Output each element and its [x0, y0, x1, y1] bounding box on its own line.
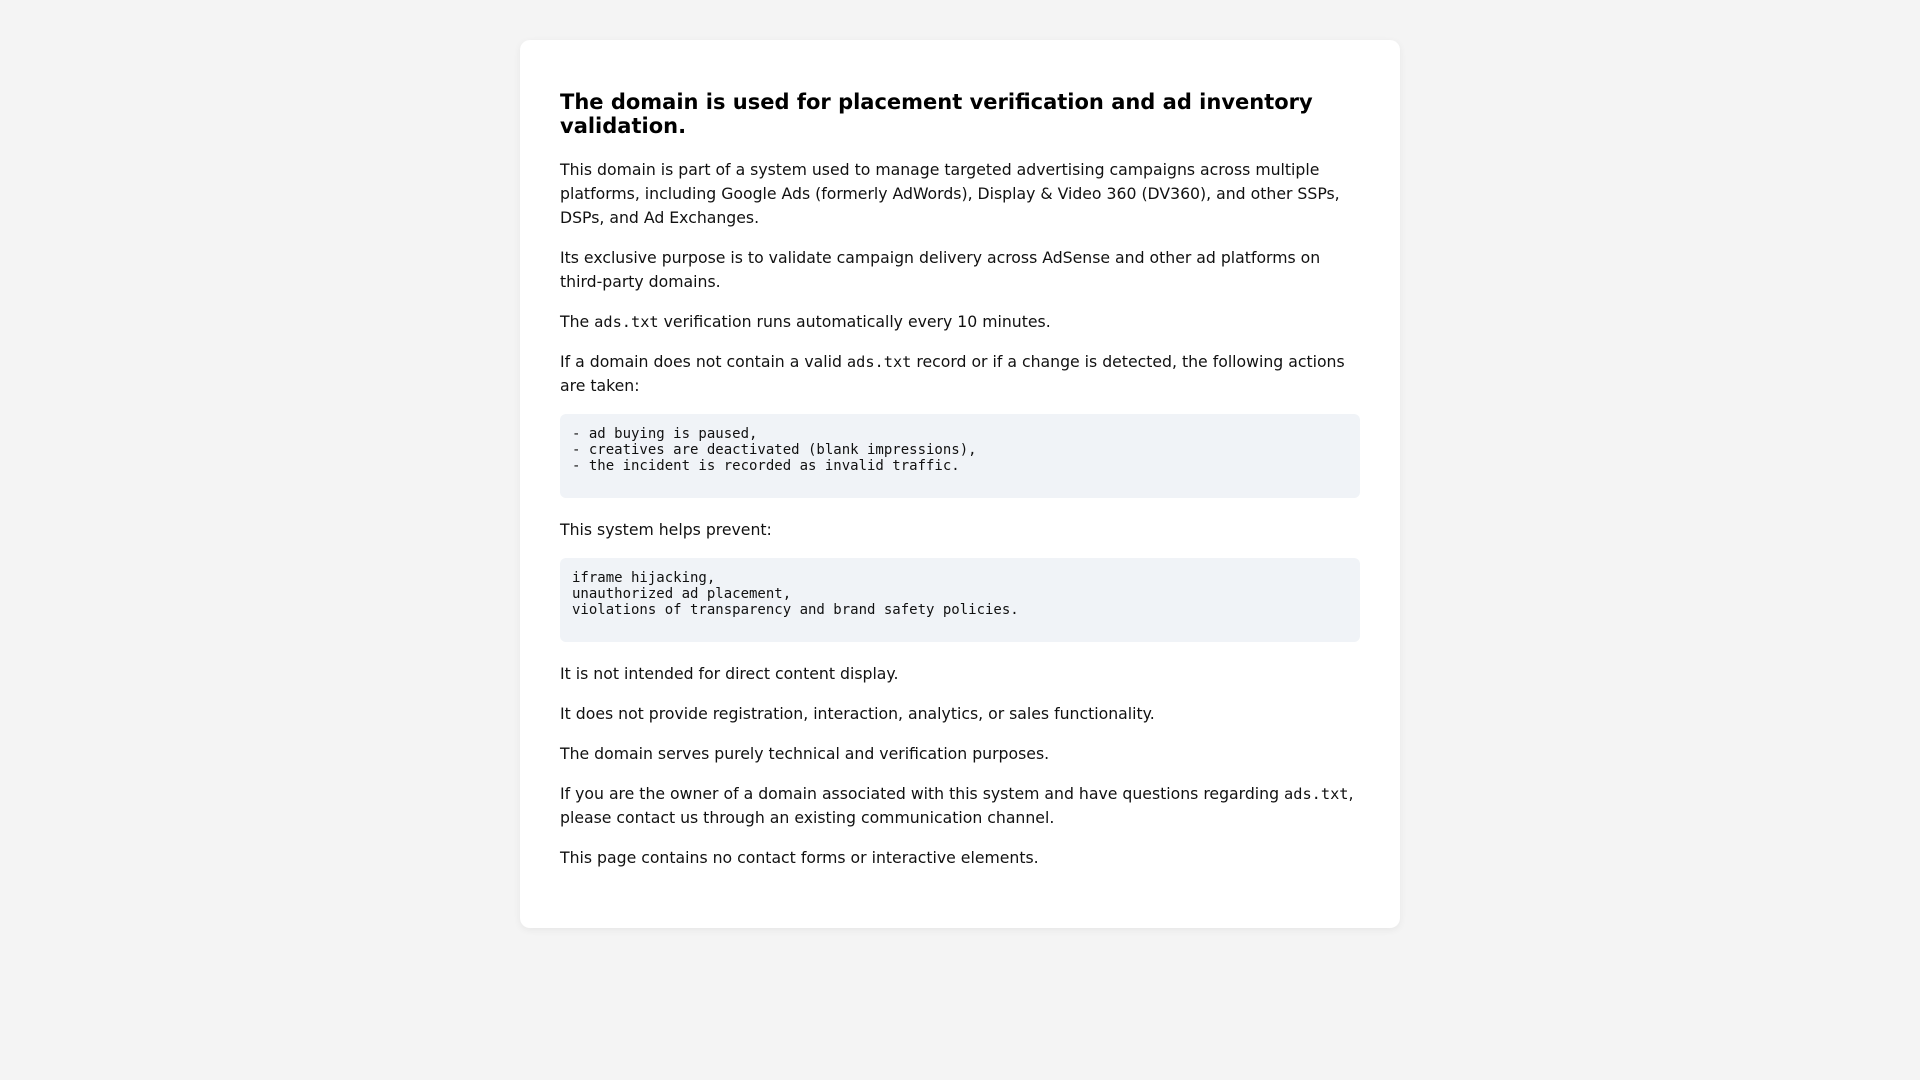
owner-contact-paragraph	[560, 782, 1360, 830]
verification-text-post: verification runs automatically every 10 minutes.	[658, 312, 1051, 331]
no-forms-paragraph: This page contains no contact forms or interactive elements.	[560, 848, 1039, 867]
prevent-code-block	[560, 558, 1360, 642]
page-title: The domain is used for placement verification and ad inventory validation.	[560, 90, 1313, 138]
intro-paragraph: This domain is part of a system used to manage targeted advertising campaigns across multiple platforms, including Google Ads (formerly AdWords), Display & Video 360 (DV360), and other SSPs, DSPs, and Ad Exchanges.	[560, 160, 1340, 227]
code-line: - the incident is recorded as invalid traffic.	[572, 458, 960, 474]
functionality-paragraph: It does not provide registration, interaction, analytics, or sales functionality.	[560, 704, 1155, 723]
ads-txt-code: ads.txt	[1284, 785, 1349, 803]
actions-code-block	[560, 414, 1360, 498]
code-line: unauthorized ad placement,	[572, 586, 792, 602]
prevent-intro-paragraph: This system helps prevent:	[560, 520, 772, 539]
not-intended-paragraph: It is not intended for direct content display.	[560, 664, 899, 683]
content-card	[520, 40, 1400, 928]
ads-txt-code: ads.txt	[594, 313, 659, 331]
technical-purpose-paragraph: The domain serves purely technical and verification purposes.	[560, 744, 1050, 763]
purpose-paragraph: Its exclusive purpose is to validate campaign delivery across AdSense and other ad platforms on third-party domains.	[560, 248, 1321, 291]
verification-text-pre: The	[560, 312, 595, 331]
code-line: iframe hijacking,	[572, 570, 716, 586]
code-line: - ad buying is paused,	[572, 426, 758, 442]
actions-text-post: record or if a change is detected, the following actions are taken:	[560, 352, 1345, 395]
owner-text-post: , please contact us through an existing communication channel.	[560, 784, 1354, 827]
owner-text-pre: If you are the owner of a domain associated with this system and have questions regarding	[560, 784, 1285, 803]
code-line: violations of transparency and brand safety policies.	[572, 602, 1019, 618]
actions-intro-paragraph	[560, 350, 1360, 398]
actions-text-pre: If a domain does not contain a valid	[560, 352, 847, 371]
ads-txt-code: ads.txt	[846, 353, 912, 371]
verification-paragraph	[560, 310, 1360, 334]
code-line: - creatives are deactivated (blank impressions),	[572, 442, 977, 458]
